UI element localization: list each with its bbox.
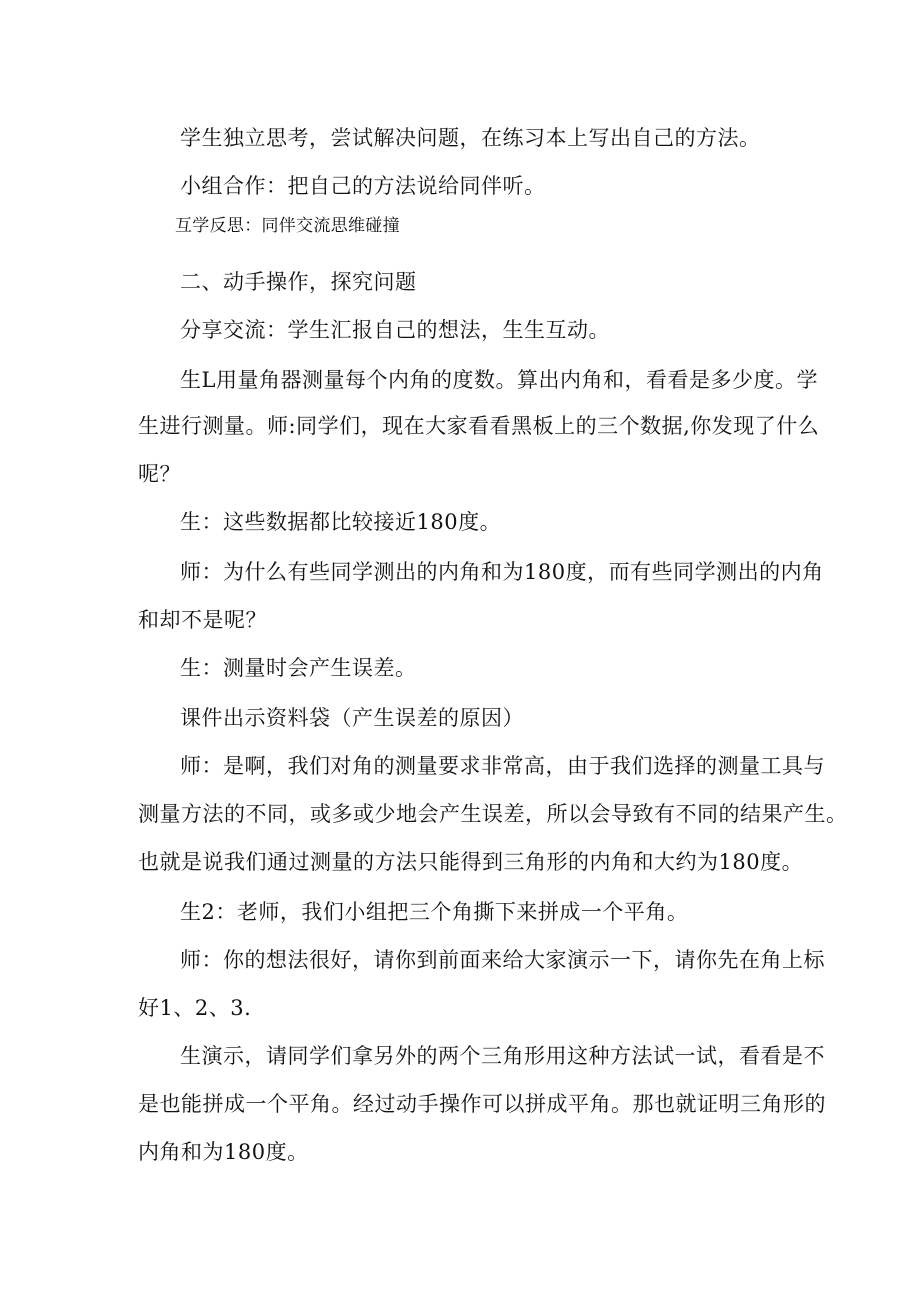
paragraph-independent-thinking: 学生独立思考，尝试解决问题，在练习本上写出自己的方法。 [180, 126, 761, 150]
paragraph-measure-line-2: 生进行测量。师:同学们，现在大家看看黑板上的三个数据,你发现了什么 [138, 414, 820, 438]
paragraph-teacher-explain-line-3: 也就是说我们通过测量的方法只能得到三角形的内角和大约为180度。 [138, 850, 804, 874]
paragraph-teacher-explain-line-1: 师：是啊，我们对角的测量要求非常高，由于我们选择的测量工具与 [180, 754, 825, 778]
paragraph-share-exchange: 分享交流：学生汇报自己的想法，生生互动。 [180, 318, 610, 342]
paragraph-measure-line-1: 生L用量角器测量每个内角的度数。算出内角和，看看是多少度。学 [180, 368, 818, 392]
section-heading-hands-on: 二、动手操作，探究问题 [180, 270, 417, 294]
paragraph-teacher-question-line-1: 师：为什么有些同学测出的内角和为180度，而有些同学测出的内角 [180, 560, 824, 584]
paragraph-demo-line-1: 生演示，请同学们拿另外的两个三角形用这种方法试一试，看看是不 [180, 1044, 825, 1068]
paragraph-group-cooperation: 小组合作：把自己的方法说给同伴听。 [180, 174, 546, 198]
paragraph-demo-line-3: 内角和为180度。 [138, 1140, 309, 1164]
paragraph-measure-line-3: 呢？ [138, 462, 181, 486]
paragraph-teacher-question-line-2: 和却不是呢？ [138, 608, 267, 632]
paragraph-teacher-explain-line-2: 测量方法的不同，或多或少地会产生误差，所以会导致有不同的结果产生。 [138, 802, 848, 826]
paragraph-student-error: 生：测量时会产生误差。 [180, 656, 417, 680]
paragraph-student-answer-180: 生：这些数据都比较接近180度。 [180, 510, 502, 534]
paragraph-courseware: 课件出示资料袋（产生误差的原因） [180, 706, 524, 730]
paragraph-demo-line-2: 是也能拼成一个平角。经过动手操作可以拼成平角。那也就证明三角形的 [138, 1092, 826, 1116]
paragraph-mutual-reflection: 互学反思：同伴交流思维碰撞 [175, 216, 400, 236]
paragraph-teacher-demo-line-2: 好1、2、3. [138, 996, 252, 1020]
paragraph-student-2: 生2：老师，我们小组把三个角撕下来拼成一个平角。 [180, 900, 689, 924]
paragraph-teacher-demo-line-1: 师：你的想法很好，请你到前面来给大家演示一下，请你先在角上标 [180, 948, 825, 972]
